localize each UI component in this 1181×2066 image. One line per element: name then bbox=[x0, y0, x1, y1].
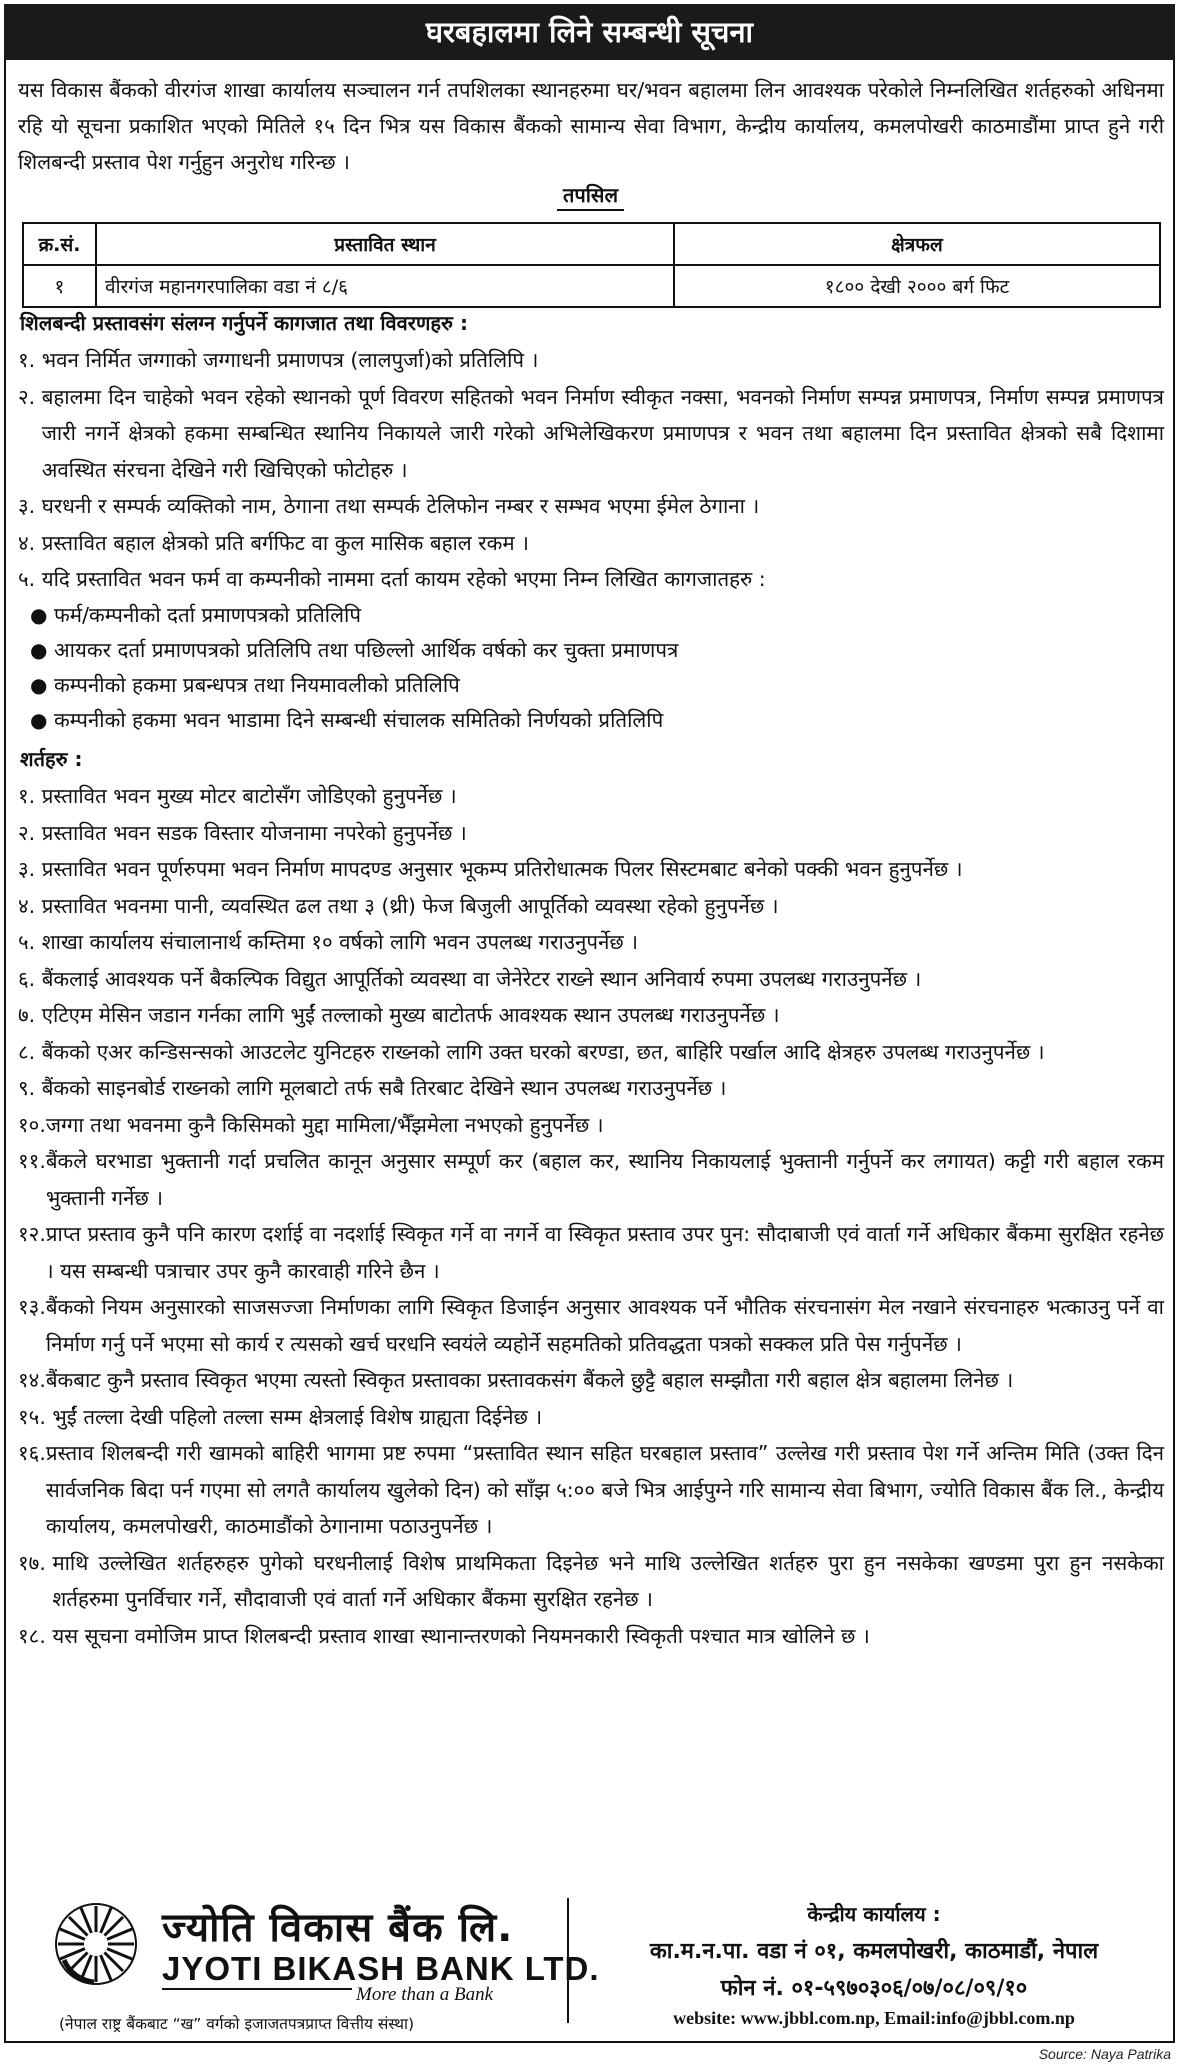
item-text: बैंकबाट कुनै प्रस्ताव स्विकृत भएमा त्यस्तो स्विकृत प्रस्तावका प्रस्तावकसंग बैंकले छुट्टै बहाल सम्झौता गरी बहाल क्षेत्र बहालमा लिनेछ । bbox=[45, 1368, 1014, 1392]
list-item bbox=[18, 342, 1164, 379]
bullet-text: फर्म/कम्पनीको दर्ता प्रमाणपत्रको प्रतिलिपि bbox=[54, 602, 361, 627]
office-phone: फोन नं. ०१-५९७०३०६/०७/०८/०९/१० bbox=[720, 1976, 1028, 2001]
item-number: ३. bbox=[18, 857, 42, 881]
notice-intro: यस विकास बैंकको वीरगंज शाखा कार्यालय सञ्चालन गर्न तपशिलका स्थानहरुमा घर/भवन बहालमा लिन आवश्यक परेकोले निम्नलिखित शर्तहरुको अधिनमा रहि यो सूचना प्रकाशित भएको मितिले १५ दिन भित्र यस विकास बैंकको सामान्य सेवा विभाग, केन्द्रीय कार्यालय, कमलपोखरी काठमाडौंमा प्राप्त हुने गरी शिलबन्दी प्रस्ताव पेश गर्नुहुन अनुरोध गरिन्छ । bbox=[18, 78, 1164, 174]
item-number: ११. bbox=[18, 1149, 46, 1173]
item-text: बैंकको नियम अनुसारको साजसज्जा निर्माणका लागि स्विकृत डिजाईन अनुसार आवश्यक पर्ने भौतिक संरचनासंग मेल नखाने संरचनाहरु भत्काउनु पर्ने वा निर्माण गर्नु पर्ने भएमा सो कार्य र त्यसको खर्च घरधनि स्वयंले व्यहोर्ने सहमतिको प्रतिवद्धता पत्रको सक्कल प्रति पेस गर्नुपर्नेछ । bbox=[45, 1295, 1164, 1356]
list-item bbox=[18, 1107, 1164, 1144]
list-item bbox=[18, 961, 1164, 998]
item-number: १२. bbox=[18, 1222, 46, 1246]
list-item bbox=[18, 1070, 1164, 1107]
item-number: ६. bbox=[18, 966, 42, 991]
list-item bbox=[18, 778, 1164, 815]
item-number: १३. bbox=[18, 1295, 46, 1319]
list-item bbox=[18, 1216, 1164, 1289]
cell-area: १८०० देखी २००० बर्ग फिट bbox=[674, 265, 1160, 307]
item-number: १७. bbox=[18, 1550, 53, 1575]
item-text: यदि प्रस्तावित भवन फर्म वा कम्पनीको नाममा दर्ता कायम रहेको भएमा निम्न लिखित कागजातहरु : bbox=[41, 567, 766, 591]
bank-logo-icon bbox=[54, 1902, 138, 1986]
table-row bbox=[23, 265, 1160, 307]
item-number: ४. bbox=[18, 530, 42, 555]
schedule-title bbox=[0, 181, 1181, 208]
bullet-icon: ● bbox=[30, 707, 48, 732]
list-item bbox=[18, 851, 1164, 888]
item-number: १. bbox=[18, 348, 42, 372]
bullet-text: कम्पनीको हकमा प्रबन्धपत्र तथा नियमावलीको प्रतिलिपि bbox=[54, 672, 460, 697]
bullet-icon: ● bbox=[30, 672, 48, 697]
cell-sn: १ bbox=[23, 265, 96, 307]
item-number: ५. bbox=[18, 567, 42, 591]
item-text: प्रस्तावित भवन पूर्णरुपमा भवन निर्माण मापदण्ड अनुसार भूकम्प प्रतिरोधात्मक पिलर सिस्टमबाट बनेको पक्की भवन हुनुपर्नेछ । bbox=[41, 857, 963, 881]
list-item bbox=[18, 888, 1164, 925]
item-text: प्राप्त प्रस्ताव कुनै पनि कारण दर्शाई वा नदर्शाई स्विकृत गर्ने वा नगर्ने वा स्विकृत प्रस्ताव उपर पुन: सौदाबाजी एवं वार्ता गर्ने अधिकार बैंकमा सुरक्षित रहनेछ । यस सम्बन्धी पत्राचार उपर कुनै कारवाही गरिने छैन । bbox=[45, 1222, 1164, 1283]
office-address: का.म.न.पा. वडा नं ०१, कमलपोखरी, काठमाडौं, नेपाल bbox=[649, 1939, 1099, 1964]
item-number: १५. bbox=[18, 1404, 53, 1429]
notice-title: घरबहालमा लिने सम्बन्धी सूचना bbox=[4, 4, 1175, 60]
item-text: प्रस्तावित बहाल क्षेत्रको प्रति बर्गफिट वा कुल मासिक बहाल रकम । bbox=[41, 530, 529, 555]
list-item bbox=[18, 488, 1164, 525]
item-text: भुईं तल्ला देखी पहिलो तल्ला सम्म क्षेत्रलाई विशेष ग्राह्यता दिईनेछ । bbox=[52, 1404, 543, 1429]
item-text: प्रस्तावित भवन सडक विस्तार योजनामा नपरेको हुनुपर्नेछ । bbox=[41, 820, 467, 845]
list-item bbox=[18, 1289, 1164, 1362]
item-number: १. bbox=[18, 784, 42, 808]
documents-heading: शिलबन्दी प्रस्तावसंग संलग्न गर्नुपर्ने कागजात तथा विवरणहरु : bbox=[20, 311, 468, 335]
bullet-item bbox=[18, 668, 1164, 703]
bank-footer bbox=[4, 1880, 1175, 2040]
list-item bbox=[18, 1618, 1164, 1655]
source-credit: Source: Naya Patrika bbox=[1038, 2046, 1171, 2062]
conditions-list bbox=[18, 778, 1164, 1654]
list-item bbox=[18, 1545, 1164, 1618]
license-note: (नेपाल राष्ट्र बैंकबाट “ख” वर्गको इजाजतपत्रप्राप्त वित्तीय संस्था) bbox=[59, 2015, 415, 2033]
conditions-heading: शर्तहरु : bbox=[20, 747, 83, 771]
item-text: यस सूचना वमोजिम प्राप्त शिलबन्दी प्रस्ताव शाखा स्थानान्तरणको नियमनकारी स्विकृती पश्चात मात्र खोलिने छ । bbox=[52, 1623, 870, 1648]
bullet-icon: ● bbox=[30, 602, 48, 627]
item-text: प्रस्तावित भवनमा पानी, व्यवस्थित ढल तथा ३ (थ्री) फेज बिजुली आपूर्तिको व्यवस्था रहेको हुनुपर्नेछ । bbox=[41, 893, 779, 918]
item-text: जग्गा तथा भवनमा कुनै किसिमको मुद्दा मामिला/भैँझमेला नभएको हुनुपर्नेछ । bbox=[45, 1112, 604, 1137]
item-number: ९. bbox=[18, 1076, 42, 1100]
bank-name-english: JYOTI BIKASH BANK LTD. bbox=[162, 1950, 600, 1987]
item-number: ३. bbox=[18, 494, 42, 518]
bullet-text: कम्पनीको हकमा भवन भाडामा दिने सम्बन्धी संचालक समितिको निर्णयको प्रतिलिपि bbox=[54, 707, 664, 732]
list-item bbox=[18, 379, 1164, 489]
item-text: बहालमा दिन चाहेको भवन रहेको स्थानको पूर्ण विवरण सहितको भवन निर्माण स्वीकृत नक्सा, भवनको निर्माण सम्पन्न प्रमाणपत्र, निर्माण सम्पन्न प्रमाणपत्र जारी नगर्ने क्षेत्रको हकमा सम्बन्धित स्थानिय निकायले जारी गरेको अभिलेखिकरण प्रमाणपत्र र भवन तथा बहालमा दिन प्रस्तावित क्षेत्रको सबै दिशामा अवस्थित संरचना देखिने गरी खिचिएको फोटोहरु । bbox=[41, 384, 1164, 482]
item-number: ४. bbox=[18, 893, 42, 918]
item-number: २. bbox=[18, 820, 42, 845]
item-number: ५. bbox=[18, 930, 42, 954]
item-number: १८. bbox=[18, 1623, 53, 1648]
schedule-table bbox=[22, 222, 1161, 308]
schedule-header-row bbox=[23, 223, 1160, 265]
item-text: प्रस्ताव शिलबन्दी गरी खामको बाहिरी भागमा प्रष्ट रुपमा “प्रस्तावित स्थान सहित घरबहाल प्रस्ताव” उल्लेख गरी प्रस्ताव पेश गर्ने अन्तिम मिति (उक्त दिन सार्वजनिक बिदा पर्न गएमा सो लगतै कार्यालय खुलेको दिन) को साँझ ५:०० बजे भित्र आईपुग्ने गरि सामान्य सेवा बिभाग, ज्योति विकास बैंक लि., केन्द्रीय कार्यालय, कमलपोखरी, काठमाडौंको ठेगानामा पठाउनुपर्नेछ । bbox=[45, 1441, 1164, 1538]
tagline-divider bbox=[162, 1988, 352, 1990]
list-item bbox=[18, 1143, 1164, 1216]
list-item bbox=[18, 1362, 1164, 1399]
bullet-item bbox=[18, 598, 1164, 633]
list-item bbox=[18, 1399, 1164, 1436]
documents-list bbox=[18, 342, 1164, 738]
item-text: बैंकलाई आवश्यक पर्ने बैकल्पिक विद्युत आपूर्तिको व्यवस्था वा जेनेरेटर राख्ने स्थान अनिवार्य रुपमा उपलब्ध गराउनुपर्नेछ । bbox=[41, 966, 922, 991]
item-text: बैंकको एअर कन्डिसन्सको आउटलेट युनिटहरु राख्नको लागि उक्त घरको बरण्डा, छत, बाहिरि पर्खाल आदि क्षेत्रहरु उपलब्ध गराउनुपर्नेछ । bbox=[41, 1039, 1045, 1064]
item-number: १६. bbox=[18, 1441, 46, 1465]
bullet-item bbox=[18, 703, 1164, 738]
list-item bbox=[18, 525, 1164, 562]
list-item bbox=[18, 561, 1164, 598]
list-item bbox=[18, 815, 1164, 852]
office-title: केन्द्रीय कार्यालय : bbox=[807, 1902, 941, 1926]
list-item bbox=[18, 924, 1164, 961]
item-number: ७. bbox=[18, 1003, 42, 1027]
cell-location: वीरगंज महानगरपालिका वडा नं ८/६ bbox=[96, 265, 674, 307]
footer-divider bbox=[567, 1898, 569, 2023]
item-number: १०. bbox=[18, 1112, 46, 1137]
item-text: बैंकले घरभाडा भुक्तानी गर्दा प्रचलित कानून अनुसार सम्पूर्ण कर (बहाल कर, स्थानिय निकायलाई भुक्तानी गर्नुपर्ने कर लगायत) कट्टी गरी बहाल रकम भुक्तानी गर्नेछ । bbox=[45, 1149, 1164, 1210]
bullet-icon: ● bbox=[30, 637, 48, 662]
item-number: २. bbox=[18, 384, 42, 409]
item-text: भवन निर्मित जग्गाको जग्गाधनी प्रमाणपत्र (लालपुर्जा)को प्रतिलिपि । bbox=[41, 348, 539, 372]
bank-tagline: More than a Bank bbox=[356, 1984, 494, 2005]
list-item bbox=[18, 1435, 1164, 1545]
item-text: माथि उल्लेखित शर्तहरुहरु पुगेको घरधनीलाई विशेष प्राथमिकता दिइनेछ भने माथि उल्लेखित शर्तहरु पुरा हुन नसकेका खण्डमा पुरा हुन नसकेका शर्तहरुमा पुनर्विचार गर्ने, सौदावाजी एवं वार्ता गर्ने अधिकार बैंकमा सुरक्षित रहनेछ । bbox=[52, 1550, 1164, 1611]
item-text: प्रस्तावित भवन मुख्य मोटर बाटोसँग जोडिएको हुनुपर्नेछ । bbox=[41, 784, 457, 808]
item-text: घरधनी र सम्पर्क व्यक्तिको नाम, ठेगाना तथा सम्पर्क टेलिफोन नम्बर र सम्भव भएमा ईमेल ठेगाना । bbox=[41, 494, 760, 518]
header-location: प्रस्तावित स्थान bbox=[96, 223, 674, 265]
item-text: शाखा कार्यालय संचालानार्थ कम्तिमा १० वर्षको लागि भवन उपलब्ध गराउनुपर्नेछ । bbox=[41, 930, 639, 954]
list-item bbox=[18, 1034, 1164, 1071]
list-item bbox=[18, 997, 1164, 1034]
header-sn: क्र.सं. bbox=[23, 223, 96, 265]
bullet-item bbox=[18, 633, 1164, 668]
bullet-text: आयकर दर्ता प्रमाणपत्रको प्रतिलिपि तथा पछिल्लो आर्थिक वर्षको कर चुक्ता प्रमाणपत्र bbox=[54, 637, 679, 662]
schedule-title-text: तपसिल bbox=[557, 183, 624, 211]
item-number: १४. bbox=[18, 1368, 46, 1392]
office-web: website: www.jbbl.com.np, Email:info@jbbl.com.np bbox=[673, 2008, 1075, 2028]
header-area: क्षेत्रफल bbox=[674, 223, 1160, 265]
item-text: बैंकको साइनबोर्ड राख्नको लागि मूलबाटो तर्फ सबै तिरबाट देखिने स्थान उपलब्ध गराउनुपर्नेछ । bbox=[41, 1076, 727, 1100]
item-number: ८. bbox=[18, 1039, 42, 1064]
bank-name-nepali: ज्योति विकास बैंक लि. bbox=[162, 1905, 514, 1951]
item-text: एटिएम मेसिन जडान गर्नका लागि भुईं तल्लाको मुख्य बाटोतर्फ आवश्यक स्थान उपलब्ध गराउनुपर्नेछ । bbox=[41, 1003, 780, 1027]
